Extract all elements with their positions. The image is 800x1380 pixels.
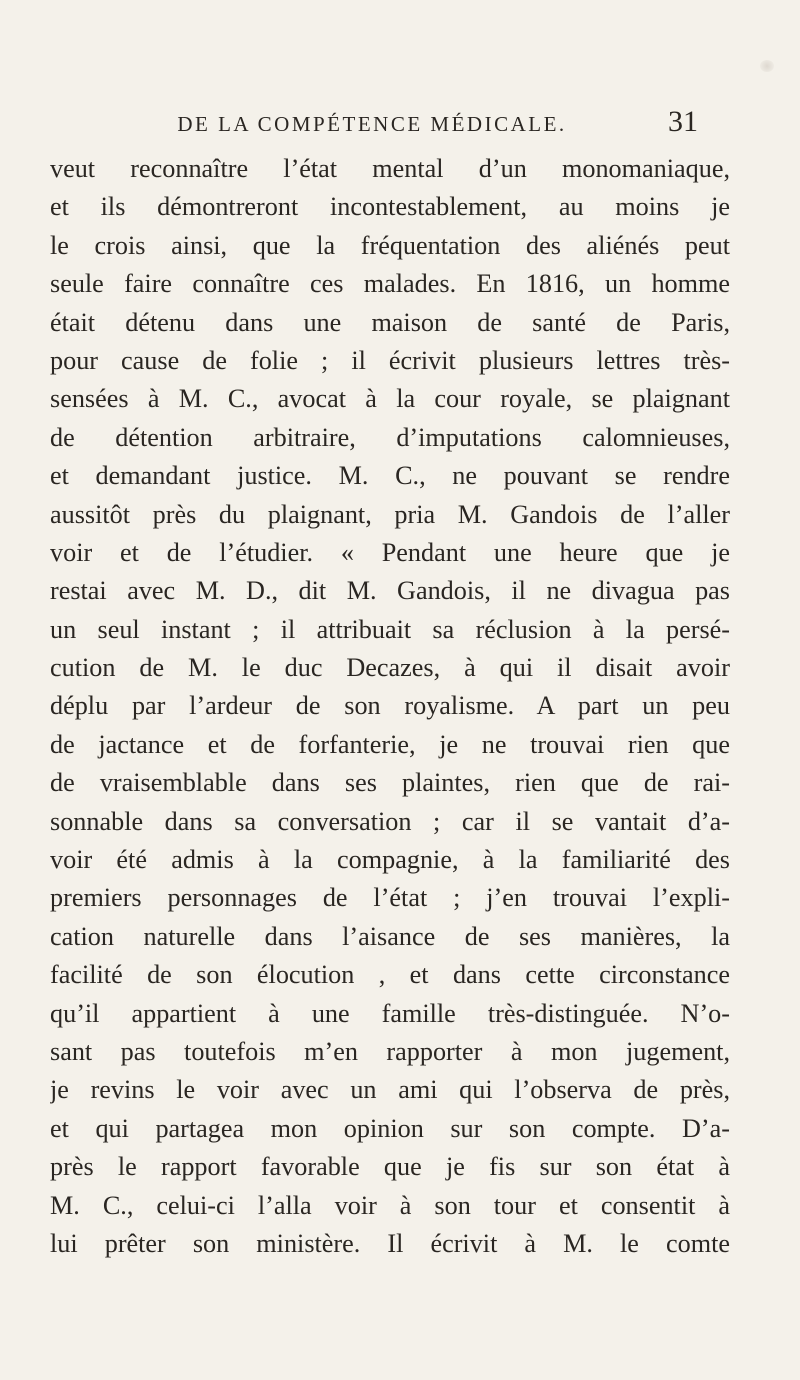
text-line: cution de M. le duc Decazes, à qui il disait avoir <box>50 653 730 683</box>
text-line: de jactance et de forfanterie, je ne trouvai rien que <box>50 729 730 759</box>
running-header <box>82 108 662 144</box>
text-line: près le rapport favorable que je fis sur son état à <box>50 1152 730 1182</box>
text-line: et qui partagea mon opinion sur son compte. D’a- <box>50 1113 730 1143</box>
text-line: un seul instant ; il attribuait sa réclusion à la persé- <box>50 614 730 644</box>
body-text <box>50 150 730 1263</box>
text-line: restai avec M. D., dit M. Gandois, il ne divagua pas <box>50 576 730 606</box>
text-line: voir été admis à la compagnie, à la familiarité des <box>50 845 730 875</box>
text-line: et ils démontreront incontestablement, au moins je <box>50 192 730 222</box>
page-number: 31 <box>668 105 698 138</box>
text-line: et demandant justice. M. C., ne pouvant se rendre <box>50 461 730 491</box>
running-title: DE LA COMPÉTENCE MÉDICALE. <box>177 112 567 136</box>
text-line: facilité de son élocution , et dans cette circonstance <box>50 960 730 990</box>
text-line: de détention arbitraire, d’imputations calomnieuses, <box>50 422 730 452</box>
text-line: premiers personnages de l’état ; j’en trouvai l’expli- <box>50 883 730 913</box>
text-line: lui prêter son ministère. Il écrivit à M. le comte <box>50 1228 730 1258</box>
paper-blemish <box>760 60 774 72</box>
text-line: pour cause de folie ; il écrivit plusieurs lettres très- <box>50 345 730 375</box>
text-line: aussitôt près du plaignant, pria M. Gandois de l’aller <box>50 499 730 529</box>
text-line: veut reconnaître l’état mental d’un monomaniaque, <box>50 154 730 183</box>
text-line: je revins le voir avec un ami qui l’observa de près, <box>50 1075 730 1105</box>
text-line: qu’il appartient à une famille très-distinguée. N’o- <box>50 998 730 1028</box>
text-line: sonnable dans sa conversation ; car il se vantait d’a- <box>50 806 730 836</box>
text-line: était détenu dans une maison de santé de Paris, <box>50 307 730 337</box>
text-line: cation naturelle dans l’aisance de ses manières, la <box>50 921 730 951</box>
text-line: déplu par l’ardeur de son royalisme. A part un peu <box>50 691 730 721</box>
text-line: de vraisemblable dans ses plaintes, rien que de rai- <box>50 768 730 798</box>
text-line: le crois ainsi, que la fréquentation des aliénés peut <box>50 230 730 260</box>
text-line: sensées à M. C., avocat à la cour royale, se plaignant <box>50 384 730 414</box>
text-line: sant pas toutefois m’en rapporter à mon jugement, <box>50 1036 730 1066</box>
text-line: voir et de l’étudier. « Pendant une heure que je <box>50 537 730 567</box>
text-line: seule faire connaître ces malades. En 1816, un homme <box>50 269 730 299</box>
text-line: M. C., celui-ci l’alla voir à son tour et consentit à <box>50 1190 730 1220</box>
